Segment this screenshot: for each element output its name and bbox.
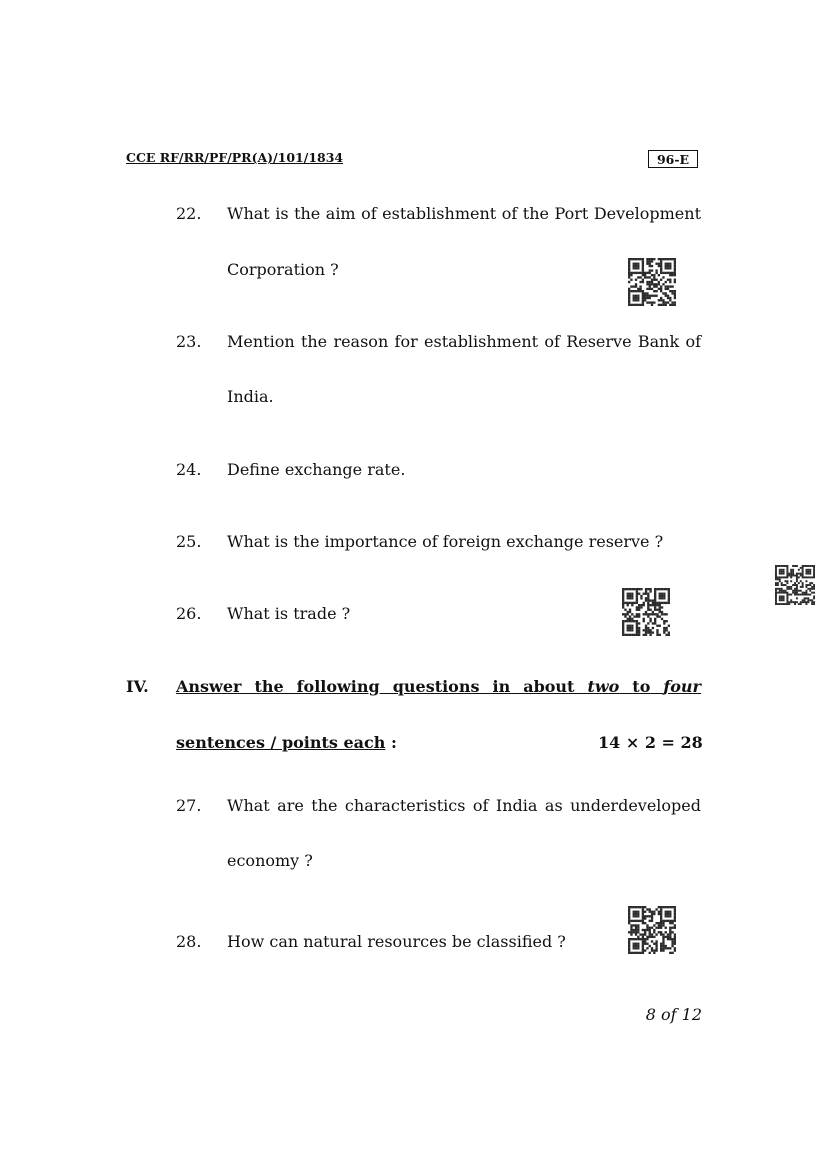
question-text-continued: economy ? (227, 851, 313, 870)
question-text: What is the aim of establishment of the Port Development (227, 204, 701, 223)
question-number: 26. (176, 604, 202, 623)
qr-code-icon (622, 588, 670, 636)
section-number: IV. (126, 677, 149, 696)
qr-code-icon (628, 906, 676, 954)
question-text: What are the characteristics of India as underdeveloped (227, 796, 701, 815)
question-text: How can natural resources be classified ? (227, 932, 566, 951)
qr-code-icon (628, 258, 676, 306)
question-text-continued: India. (227, 387, 274, 406)
question-text: Mention the reason for establishment of Reserve Bank of (227, 332, 701, 351)
section-instruction: Answer the following questions in about two to four (176, 677, 701, 696)
paper-code-box: 96-E (648, 150, 698, 168)
qr-code-icon (775, 565, 815, 605)
question-text: What is trade ? (227, 604, 351, 623)
section-instruction-continued: sentences / points each : (176, 733, 397, 752)
question-text: Define exchange rate. (227, 460, 406, 479)
question-number: 28. (176, 932, 202, 951)
question-number: 24. (176, 460, 202, 479)
question-number: 25. (176, 532, 202, 551)
section-marks: 14 × 2 = 28 (598, 733, 703, 752)
exam-code: CCE RF/RR/PF/PR(A)/101/1834 (126, 150, 344, 165)
question-text-continued: Corporation ? (227, 260, 339, 279)
question-text: What is the importance of foreign exchange reserve ? (227, 532, 664, 551)
question-number: 23. (176, 332, 202, 351)
question-number: 22. (176, 204, 202, 223)
page-number: 8 of 12 (645, 1005, 702, 1024)
question-number: 27. (176, 796, 202, 815)
